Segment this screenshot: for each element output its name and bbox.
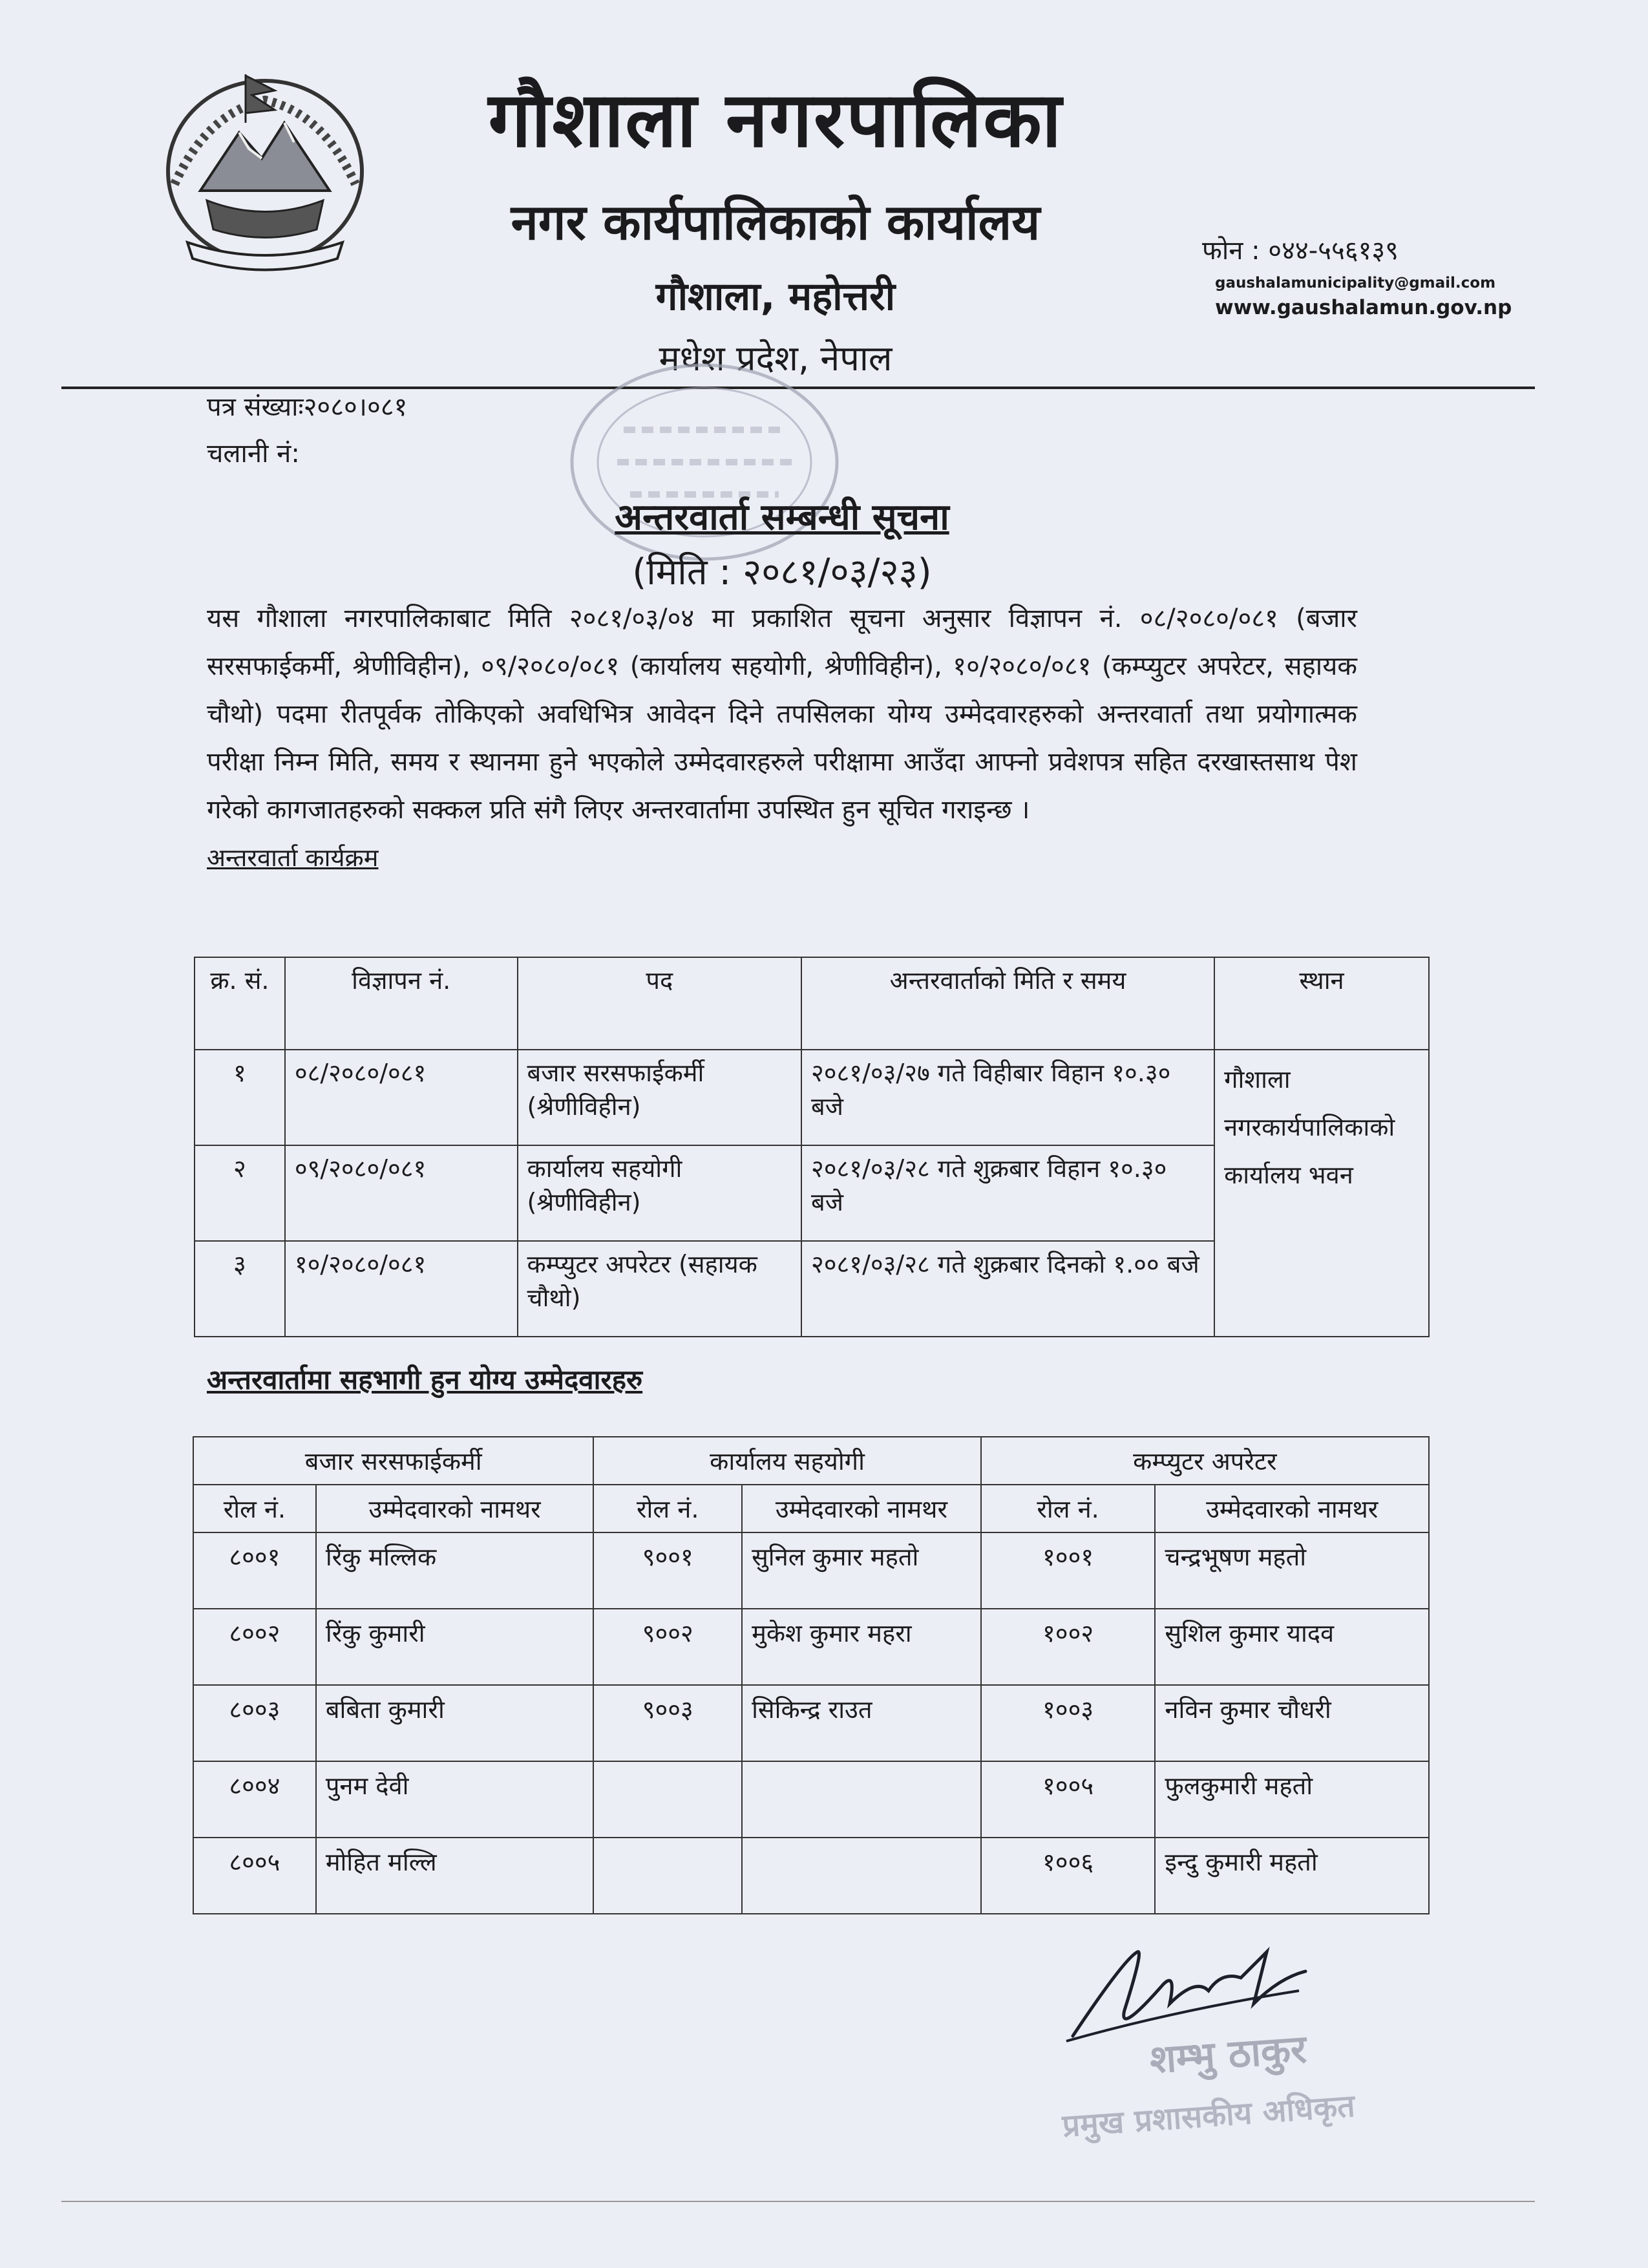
footer-divider [61, 2201, 1535, 2202]
name-cell: सुशिल कुमार यादव [1155, 1609, 1429, 1685]
roll-cell: १००२ [981, 1609, 1156, 1685]
sub-header-row [193, 1485, 1429, 1532]
nepal-emblem-icon [149, 61, 381, 278]
schedule-heading: अन्तरवार्ता कार्यक्रम [207, 843, 379, 872]
post-cell: बजार सरसफाईकर्मी (श्रेणीविहीन) [518, 1050, 801, 1145]
schedule-table [194, 957, 1430, 1337]
candidates-heading: अन्तरवार्तामा सहभागी हुन योग्य उम्मेदवारहरु [207, 1364, 643, 1395]
serial-cell: २ [195, 1145, 285, 1241]
table-row [193, 1685, 1429, 1761]
phone-number: फोन : ०४४-५५६१३९ [1202, 236, 1399, 266]
signatory-title: प्रमुख प्रशासकीय अधिकृत [1061, 2088, 1357, 2145]
notice-body-container [207, 595, 1357, 882]
name-cell: इन्दु कुमारी महतो [1155, 1838, 1429, 1914]
roll-header: रोल नं. [193, 1485, 316, 1532]
table-row [193, 1532, 1429, 1609]
header-venue: स्थान [1214, 957, 1429, 1050]
name-cell: नविन कुमार चौधरी [1155, 1685, 1429, 1761]
name-header: उम्मेदवारको नामथर [316, 1485, 594, 1532]
serial-cell: १ [195, 1050, 285, 1145]
roll-header: रोल नं. [981, 1485, 1156, 1532]
header-ad-number: विज्ञापन नं. [285, 957, 518, 1050]
header-post: पद [518, 957, 801, 1050]
datetime-cell: २०८१/०३/२७ गते विहीबार विहान १०.३० बजे [801, 1050, 1214, 1145]
post-cell: कम्प्युटर अपरेटर (सहायक चौथो) [518, 1241, 801, 1337]
ad-number-cell: १०/२०८०/०८१ [285, 1241, 518, 1337]
name-cell: सिकिन्द्र राउत [742, 1685, 981, 1761]
roll-cell: १००१ [981, 1532, 1156, 1609]
post-cell: कार्यालय सहयोगी (श्रेणीविहीन) [518, 1145, 801, 1241]
office-name: नगर कार्यपालिकाको कार्यालय [511, 193, 1041, 251]
name-cell: चन्द्रभूषण महतो [1155, 1532, 1429, 1609]
name-cell: मुकेश कुमार महरा [742, 1609, 981, 1685]
website-address: www.gaushalamun.gov.np [1215, 296, 1512, 319]
name-cell: रिंकु कुमारी [316, 1609, 594, 1685]
candidates-table [193, 1436, 1430, 1914]
email-address: gaushalamunicipality@gmail.com [1215, 275, 1496, 291]
roll-cell: ८००३ [193, 1685, 316, 1761]
name-cell: मोहित मल्लि [316, 1838, 594, 1914]
roll-cell: १००३ [981, 1685, 1156, 1761]
schedule-header-row [195, 957, 1429, 1050]
roll-cell: ९००२ [593, 1609, 742, 1685]
roll-cell [593, 1838, 742, 1914]
roll-cell [593, 1761, 742, 1838]
group-header-row [193, 1437, 1429, 1485]
group-market-cleaner: बजार सरसफाईकर्मी [193, 1437, 593, 1485]
roll-cell: ९००३ [593, 1685, 742, 1761]
roll-cell: ८००४ [193, 1761, 316, 1838]
table-row [195, 1050, 1429, 1145]
notice-date: (मिति : २०८१/०३/२३) [632, 551, 932, 593]
table-row [193, 1609, 1429, 1685]
ad-number-cell: ०९/२०८०/०८१ [285, 1145, 518, 1241]
name-cell: रिंकु मल्लिक [316, 1532, 594, 1609]
notice-body: यस गौशाला नगरपालिकाबाट मिति २०८१/०३/०४ मा प्रकाशित सूचना अनुसार विज्ञापन नं. ०८/२०८०/०८१ (बजार सरसफाईकर्मी, श्रेणीविहीन), ०९/२०८०/०८१ (कार्यालय सहयोगी, श्रेणीविहीन), १०/२०८०/०८१ (कम्प्युटर अपरेटर, सहायक चौथो) पदमा रीतपूर्वक तोकिएको अवधिभित्र आवेदन दिने तपसिलका योग्य उम्मेदवारहरुको अन्तरवार्ता तथा प्रयोगात्मक परीक्षा निम्न मिति, समय र स्थानमा हुने भएकोले उम्मेदवारहरुले परीक्षामा आउँदा आफ्नो प्रवेशपत्र सहित दरखास्तसाथ पेश गरेको कागजातहरुको सक्कल प्रति संगै लिएर अन्तरवार्तामा उपस्थित हुन सूचित गराइन्छ । [207, 604, 1357, 825]
serial-cell: ३ [195, 1241, 285, 1337]
municipality-title: गौशाला नगरपालिका [488, 75, 1063, 164]
name-cell [742, 1761, 981, 1838]
name-header: उम्मेदवारको नामथर [1155, 1485, 1429, 1532]
ad-number-cell: ०८/२०८०/०८१ [285, 1050, 518, 1145]
table-row [193, 1838, 1429, 1914]
group-computer-operator: कम्प्युटर अपरेटर [981, 1437, 1429, 1485]
datetime-cell: २०८१/०३/२८ गते शुक्रबार दिनको १.०० बजे [801, 1241, 1214, 1337]
name-cell: बबिता कुमारी [316, 1685, 594, 1761]
header-serial: क्र. सं. [195, 957, 285, 1050]
roll-cell: ८००५ [193, 1838, 316, 1914]
name-cell: पुनम देवी [316, 1761, 594, 1838]
name-cell [742, 1838, 981, 1914]
letter-reference-number: पत्र संख्याः२०८०।०८१ [207, 392, 408, 422]
roll-cell: ८००१ [193, 1532, 316, 1609]
name-cell: सुनिल कुमार महतो [742, 1532, 981, 1609]
table-row [193, 1761, 1429, 1838]
group-office-assistant: कार्यालय सहयोगी [593, 1437, 980, 1485]
office-address: गौशाला, महोत्तरी [655, 274, 896, 319]
notice-title: अन्तरवार्ता सम्बन्धी सूचना [615, 496, 949, 538]
roll-header: रोल नं. [593, 1485, 742, 1532]
dispatch-number: चलानी नं: [207, 439, 300, 469]
roll-cell: ८००२ [193, 1609, 316, 1685]
venue-cell: गौशाला नगरकार्यपालिकाको कार्यालय भवन [1214, 1050, 1429, 1337]
roll-cell: ९००१ [593, 1532, 742, 1609]
header-interview-datetime: अन्तरवार्ताको मिति र समय [801, 957, 1214, 1050]
roll-cell: १००६ [981, 1838, 1156, 1914]
name-cell: फुलकुमारी महतो [1155, 1761, 1429, 1838]
roll-cell: १००५ [981, 1761, 1156, 1838]
name-header: उम्मेदवारको नामथर [742, 1485, 981, 1532]
datetime-cell: २०८१/०३/२८ गते शुक्रबार विहान १०.३० बजे [801, 1145, 1214, 1241]
office-province: मधेश प्रदेश, नेपाल [659, 338, 893, 379]
signatory-name: शम्भु ठाकुर [1148, 2026, 1308, 2083]
